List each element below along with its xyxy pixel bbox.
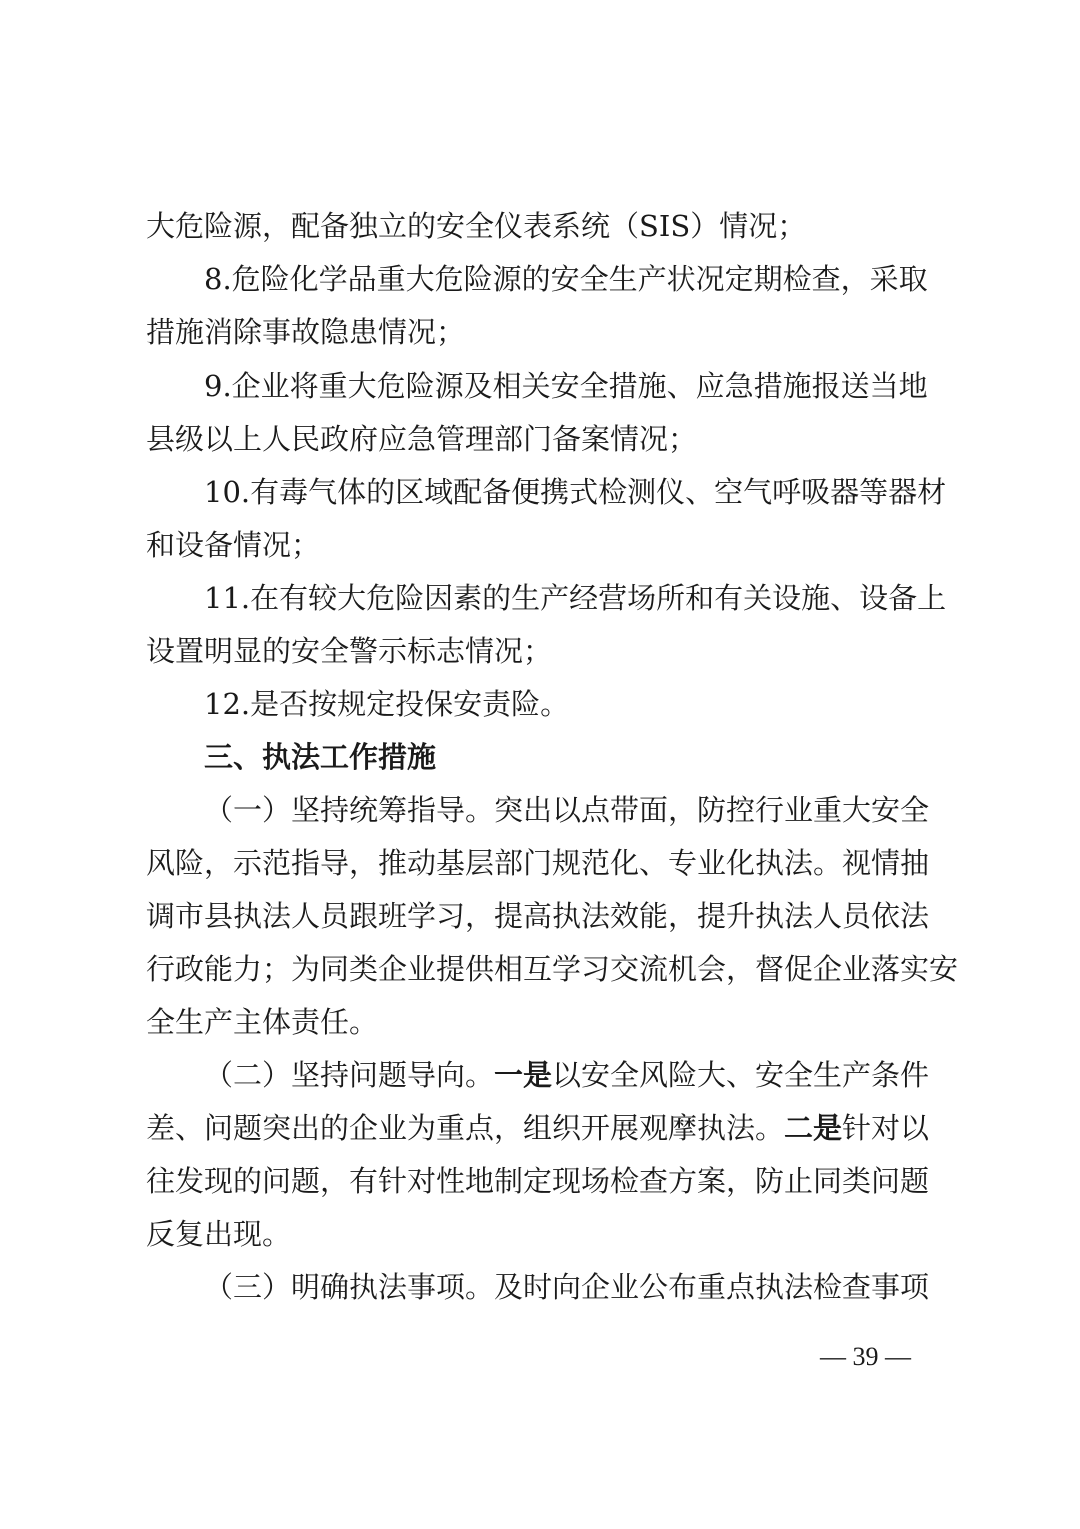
text-line: 和设备情况； <box>146 528 321 562</box>
text-line: 11.在有较大危险因素的生产经营场所和有关设施、设备上 <box>204 581 947 615</box>
text-line: 全生产主体责任。 <box>146 1005 379 1039</box>
text-line: 风险，示范指导，推动基层部门规范化、专业化执法。视情抽 <box>146 846 930 880</box>
text-line: 大危险源，配备独立的安全仪表系统（SIS）情况； <box>146 209 807 243</box>
emphasis-text: 一是 <box>494 1058 553 1092</box>
text-line: （三）明确执法事项。及时向企业公布重点执法检查事项 <box>204 1270 930 1304</box>
text-line <box>0 1108 1080 1148</box>
text-line: 县级以上人民政府应急管理部门备案情况； <box>146 422 698 456</box>
page-number: — 39 — <box>820 1342 911 1371</box>
text-line: 行政能力；为同类企业提供相互学习交流机会，督促企业落实安 <box>146 952 959 986</box>
text-line: 8.危险化学品重大危险源的安全生产状况定期检查，采取 <box>204 262 928 296</box>
section-heading: 三、执法工作措施 <box>204 740 437 774</box>
text-line: 12.是否按规定投保安责险。 <box>204 687 570 721</box>
text-span: 针对以 <box>842 1111 930 1145</box>
text-line: （一）坚持统筹指导。突出以点带面，防控行业重大安全 <box>204 793 930 827</box>
text-line <box>0 1055 1080 1095</box>
text-line: 10.有毒气体的区域配备便携式检测仪、空气呼吸器等器材 <box>204 475 947 509</box>
text-span: （二）坚持问题导向。 <box>204 1058 495 1092</box>
emphasis-text: 二是 <box>784 1111 843 1145</box>
text-line: 设置明显的安全警示标志情况； <box>146 634 553 668</box>
text-span: 以安全风险大、安全生产条件 <box>552 1058 930 1092</box>
text-line: 9.企业将重大危险源及相关安全措施、应急措施报送当地 <box>204 369 928 403</box>
text-line: 调市县执法人员跟班学习，提高执法效能，提升执法人员依法 <box>146 899 930 933</box>
text-line: 反复出现。 <box>146 1217 292 1251</box>
text-line: 往发现的问题，有针对性地制定现场检查方案，防止同类问题 <box>146 1164 930 1198</box>
text-span: 差、问题突出的企业为重点，组织开展观摩执法。 <box>146 1111 785 1145</box>
text-line: 措施消除事故隐患情况； <box>146 315 466 349</box>
